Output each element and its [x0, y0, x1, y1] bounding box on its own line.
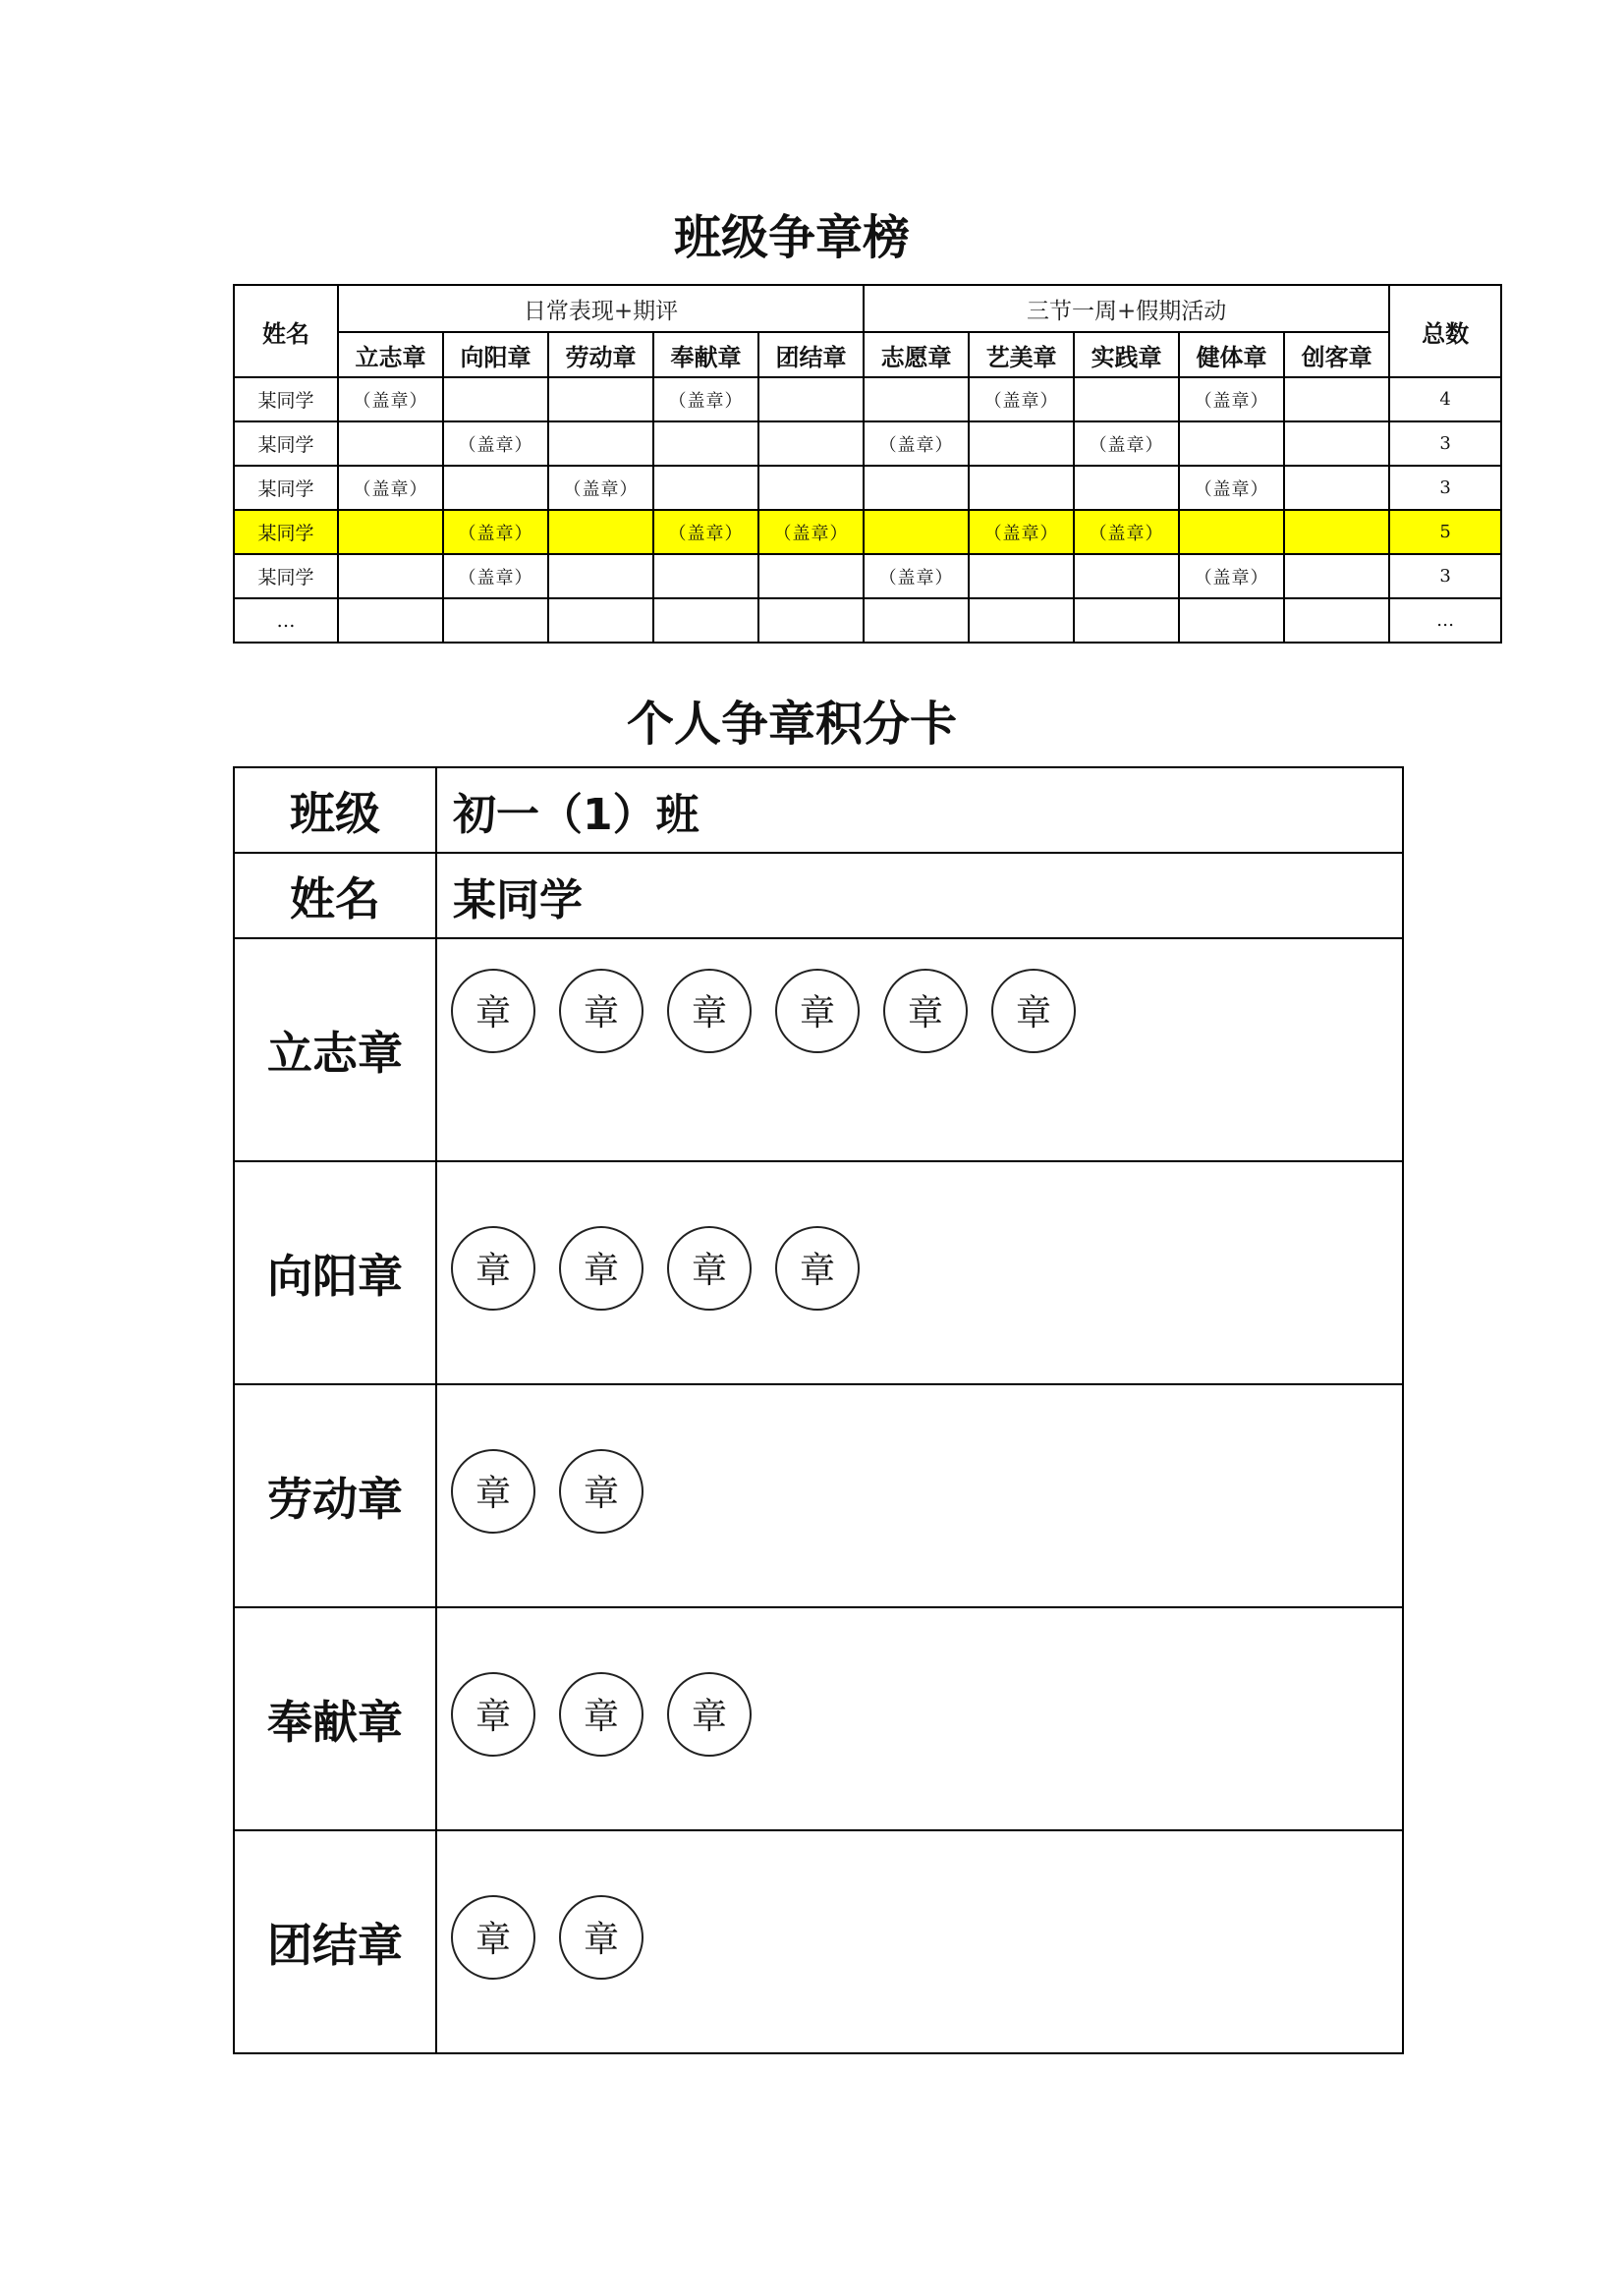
table-row	[234, 466, 1501, 510]
stamp-cell	[1074, 598, 1179, 643]
stamp-cell: （盖章）	[653, 510, 758, 554]
seal-stamp: 章	[667, 969, 752, 1053]
badge-seals-cell	[436, 1384, 1403, 1607]
seal-row	[437, 1449, 1402, 1534]
stamp-cell	[338, 510, 443, 554]
badge-label: 向阳章	[234, 1161, 436, 1384]
seal-stamp: 章	[883, 969, 968, 1053]
stamp-cell	[548, 377, 653, 421]
table-row	[234, 377, 1501, 421]
total-cell: 5	[1389, 510, 1501, 554]
stamp-cell: （盖章）	[1074, 510, 1179, 554]
badge-label: 奉献章	[234, 1607, 436, 1830]
badge-header: 奉献章	[653, 332, 758, 377]
seal-stamp: 章	[775, 969, 860, 1053]
name-label: 姓名	[234, 853, 436, 938]
stamp-cell	[864, 377, 969, 421]
total-cell: 3	[1389, 421, 1501, 466]
student-name-cell: 某同学	[234, 510, 338, 554]
badge-row	[234, 1384, 1403, 1607]
stamp-cell: （盖章）	[443, 421, 548, 466]
stamp-cell	[653, 466, 758, 510]
group-header-daily: 日常表现+期评	[338, 285, 864, 332]
class-label: 班级	[234, 767, 436, 853]
stamp-cell: （盖章）	[1179, 554, 1284, 598]
card-title: 个人争章积分卡	[626, 697, 957, 752]
stamp-cell	[758, 421, 864, 466]
stamp-cell	[969, 421, 1074, 466]
stamp-cell	[548, 421, 653, 466]
stamp-cell: （盖章）	[653, 377, 758, 421]
stamp-cell: （盖章）	[864, 554, 969, 598]
class-row	[234, 767, 1403, 853]
seal-row	[437, 1226, 1402, 1311]
student-name-cell: 某同学	[234, 554, 338, 598]
table-row	[234, 554, 1501, 598]
student-name-cell: 某同学	[234, 377, 338, 421]
stamp-cell	[1284, 510, 1389, 554]
seal-stamp: 章	[451, 1449, 535, 1534]
total-cell: 3	[1389, 554, 1501, 598]
stamp-cell: （盖章）	[864, 421, 969, 466]
seal-stamp: 章	[451, 1226, 535, 1311]
seal-stamp: 章	[451, 969, 535, 1053]
name-row	[234, 853, 1403, 938]
seal-stamp: 章	[451, 1672, 535, 1757]
badge-header: 艺美章	[969, 332, 1074, 377]
stamp-cell	[1284, 377, 1389, 421]
stamp-cell	[1074, 554, 1179, 598]
total-cell: 3	[1389, 466, 1501, 510]
total-header: 总数	[1389, 285, 1501, 377]
seal-stamp: 章	[991, 969, 1076, 1053]
seal-stamp: 章	[559, 1895, 644, 1980]
stamp-cell	[338, 554, 443, 598]
seal-stamp: 章	[667, 1672, 752, 1757]
table-row	[234, 421, 1501, 466]
total-cell: 4	[1389, 377, 1501, 421]
stamp-cell	[1179, 598, 1284, 643]
badge-header: 向阳章	[443, 332, 548, 377]
badge-header: 创客章	[1284, 332, 1389, 377]
stamp-cell	[758, 466, 864, 510]
stamp-cell	[969, 598, 1074, 643]
badge-seals-cell	[436, 1161, 1403, 1384]
name-value: 某同学	[436, 853, 1403, 938]
ranking-title: 班级争章榜	[673, 210, 910, 265]
badge-header: 健体章	[1179, 332, 1284, 377]
stamp-cell	[864, 466, 969, 510]
badge-row	[234, 1607, 1403, 1830]
stamp-cell	[758, 598, 864, 643]
stamp-cell	[864, 510, 969, 554]
stamp-cell	[1179, 510, 1284, 554]
personal-badge-card	[233, 766, 1404, 2054]
student-name-cell: …	[234, 598, 338, 643]
stamp-cell	[653, 598, 758, 643]
stamp-cell	[548, 554, 653, 598]
table-row	[234, 510, 1501, 554]
badge-row	[234, 938, 1403, 1161]
seal-row	[437, 969, 1402, 1053]
badge-header: 实践章	[1074, 332, 1179, 377]
stamp-cell: （盖章）	[1179, 466, 1284, 510]
stamp-cell: （盖章）	[338, 377, 443, 421]
stamp-cell	[1284, 421, 1389, 466]
stamp-cell: （盖章）	[443, 554, 548, 598]
seal-stamp: 章	[559, 1672, 644, 1757]
seal-row	[437, 1895, 1402, 1980]
seal-stamp: 章	[559, 969, 644, 1053]
badge-header: 志愿章	[864, 332, 969, 377]
badge-seals-cell	[436, 1607, 1403, 1830]
group-header-activities: 三节一周+假期活动	[864, 285, 1389, 332]
student-name-cell: 某同学	[234, 466, 338, 510]
badge-label: 团结章	[234, 1830, 436, 2053]
stamp-cell	[653, 421, 758, 466]
badge-label: 劳动章	[234, 1384, 436, 1607]
stamp-cell	[338, 421, 443, 466]
stamp-cell	[653, 554, 758, 598]
stamp-cell: （盖章）	[758, 510, 864, 554]
seal-stamp: 章	[667, 1226, 752, 1311]
stamp-cell	[1284, 598, 1389, 643]
stamp-cell	[443, 466, 548, 510]
stamp-cell	[548, 510, 653, 554]
badge-row	[234, 1830, 1403, 2053]
badge-header: 劳动章	[548, 332, 653, 377]
stamp-cell: （盖章）	[443, 510, 548, 554]
stamp-cell	[338, 598, 443, 643]
stamp-cell	[758, 377, 864, 421]
stamp-cell: （盖章）	[338, 466, 443, 510]
stamp-cell	[1284, 554, 1389, 598]
seal-stamp: 章	[559, 1226, 644, 1311]
badge-label: 立志章	[234, 938, 436, 1161]
stamp-cell	[864, 598, 969, 643]
stamp-cell: （盖章）	[548, 466, 653, 510]
stamp-cell	[443, 598, 548, 643]
stamp-cell	[969, 466, 1074, 510]
student-name-cell: 某同学	[234, 421, 338, 466]
badge-seals-cell	[436, 1830, 1403, 2053]
seal-stamp: 章	[451, 1895, 535, 1980]
stamp-cell	[1074, 377, 1179, 421]
stamp-cell	[1284, 466, 1389, 510]
badge-header: 立志章	[338, 332, 443, 377]
stamp-cell: （盖章）	[969, 510, 1074, 554]
name-header: 姓名	[234, 285, 338, 377]
seal-stamp: 章	[775, 1226, 860, 1311]
stamp-cell: （盖章）	[1179, 377, 1284, 421]
stamp-cell: （盖章）	[969, 377, 1074, 421]
stamp-cell	[758, 554, 864, 598]
seal-row	[437, 1672, 1402, 1757]
seal-stamp: 章	[559, 1449, 644, 1534]
badge-ranking-table	[233, 284, 1502, 644]
stamp-cell	[548, 598, 653, 643]
stamp-cell	[443, 377, 548, 421]
stamp-cell: （盖章）	[1074, 421, 1179, 466]
badge-header: 团结章	[758, 332, 864, 377]
stamp-cell	[969, 554, 1074, 598]
badge-row	[234, 1161, 1403, 1384]
stamp-cell	[1179, 421, 1284, 466]
badge-seals-cell	[436, 938, 1403, 1161]
stamp-cell	[1074, 466, 1179, 510]
total-cell: …	[1389, 598, 1501, 643]
table-row	[234, 598, 1501, 643]
class-value: 初一（1）班	[436, 767, 1403, 853]
